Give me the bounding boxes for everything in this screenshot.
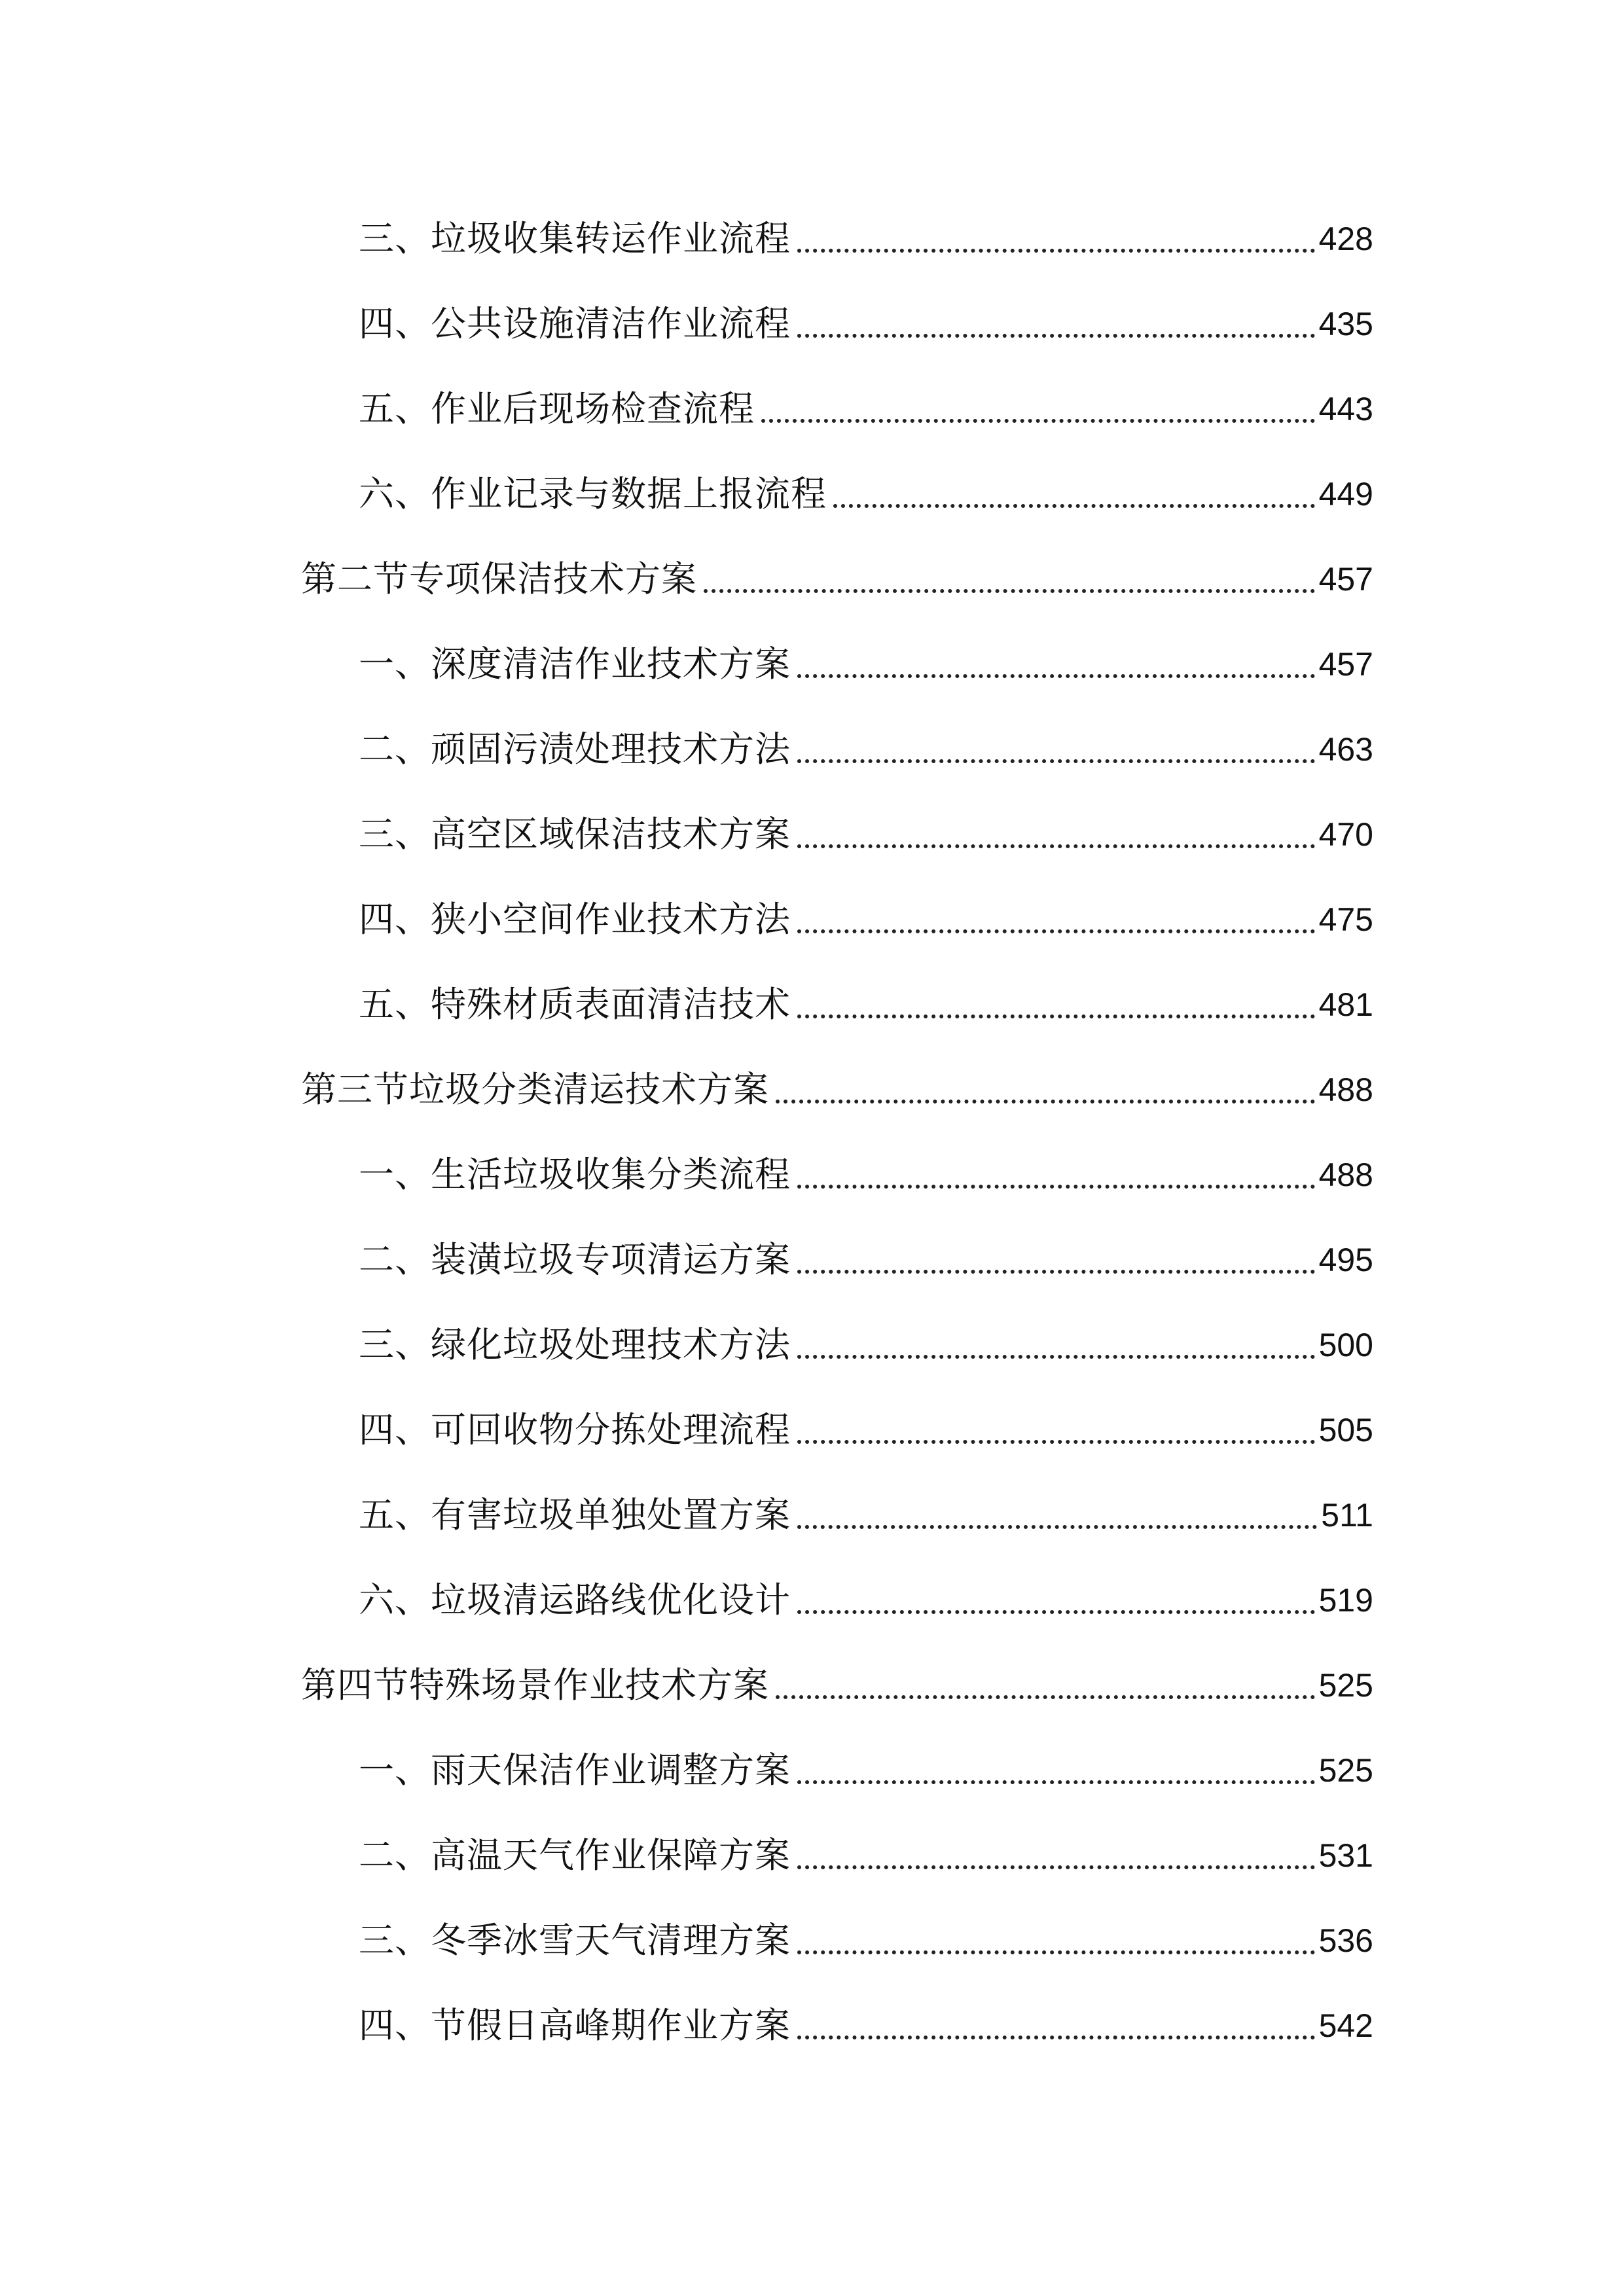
toc-dot-leader bbox=[797, 1185, 1315, 1189]
toc-entry-page: 525 bbox=[1318, 1667, 1373, 1704]
toc-dot-leader bbox=[776, 1100, 1315, 1103]
toc-entry-title: 三、冬季冰雪天气清理方案 bbox=[359, 1920, 791, 1961]
toc-entry[interactable] bbox=[0, 1316, 1624, 1374]
toc-entry-page: 463 bbox=[1318, 731, 1373, 768]
toc-entry-page: 511 bbox=[1321, 1497, 1373, 1534]
toc-entry-page: 519 bbox=[1318, 1582, 1373, 1619]
toc-entry-title: 二、高温天气作业保障方案 bbox=[359, 1835, 791, 1876]
toc-entry[interactable] bbox=[0, 1741, 1624, 1800]
toc-dot-leader bbox=[797, 844, 1315, 848]
toc-section-entry[interactable] bbox=[0, 550, 1624, 609]
toc-section-entry[interactable] bbox=[0, 1656, 1624, 1715]
toc-dot-leader bbox=[797, 1014, 1315, 1018]
toc-entry[interactable] bbox=[0, 465, 1624, 524]
toc-dot-leader bbox=[797, 334, 1315, 338]
toc-entry-page: 481 bbox=[1318, 986, 1373, 1023]
toc-dot-leader bbox=[797, 1440, 1315, 1444]
toc-entry-title: 三、垃圾收集转运作业流程 bbox=[359, 218, 791, 259]
toc-entry-title: 五、有害垃圾单独处置方案 bbox=[359, 1494, 791, 1535]
toc-entry-title: 第二节专项保洁技术方案 bbox=[301, 558, 697, 600]
toc-entry-page: 531 bbox=[1318, 1837, 1373, 1874]
toc-entry-page: 536 bbox=[1318, 1922, 1373, 1959]
toc-dot-leader bbox=[704, 589, 1315, 593]
toc-entry-page: 457 bbox=[1318, 646, 1373, 683]
toc-entry-title: 三、绿化垃圾处理技术方法 bbox=[359, 1324, 791, 1365]
toc-entry-title: 一、深度清洁作业技术方案 bbox=[359, 643, 791, 685]
toc-entry-page: 488 bbox=[1318, 1071, 1373, 1108]
toc-entry-title: 一、雨天保洁作业调整方案 bbox=[359, 1749, 791, 1791]
toc-entry[interactable] bbox=[0, 805, 1624, 864]
toc-entry[interactable] bbox=[0, 1401, 1624, 1460]
toc-dot-leader bbox=[797, 674, 1315, 678]
toc-entry-page: 457 bbox=[1318, 561, 1373, 598]
toc-entry-title: 三、高空区域保洁技术方案 bbox=[359, 814, 791, 855]
toc-entry[interactable] bbox=[0, 1911, 1624, 1970]
toc-entry[interactable] bbox=[0, 1996, 1624, 2055]
toc-dot-leader bbox=[797, 1525, 1317, 1529]
toc-entry[interactable] bbox=[0, 1571, 1624, 1630]
toc-entry[interactable] bbox=[0, 295, 1624, 353]
toc-entry-page: 495 bbox=[1318, 1242, 1373, 1278]
toc-dot-leader bbox=[797, 1610, 1315, 1614]
toc-dot-leader bbox=[797, 1780, 1315, 1784]
toc-entry-title: 一、生活垃圾收集分类流程 bbox=[359, 1154, 791, 1195]
toc-dot-leader bbox=[833, 504, 1315, 508]
toc-entry[interactable] bbox=[0, 1145, 1624, 1204]
toc-entry-page: 525 bbox=[1318, 1752, 1373, 1789]
toc-dot-leader bbox=[776, 1695, 1315, 1699]
toc-entry-title: 四、公共设施清洁作业流程 bbox=[359, 303, 791, 344]
toc-entry[interactable] bbox=[0, 975, 1624, 1034]
toc-entry-title: 二、装潢垃圾专项清运方案 bbox=[359, 1239, 791, 1280]
toc-dot-leader bbox=[761, 419, 1315, 423]
toc-entry-page: 435 bbox=[1318, 306, 1373, 342]
toc-entry[interactable] bbox=[0, 720, 1624, 779]
toc-dot-leader bbox=[797, 929, 1315, 933]
toc-entry[interactable] bbox=[0, 635, 1624, 694]
toc-section-entry[interactable] bbox=[0, 1060, 1624, 1119]
toc-entry-page: 443 bbox=[1318, 391, 1373, 427]
toc-dot-leader bbox=[797, 1355, 1315, 1359]
toc-entry[interactable] bbox=[0, 1230, 1624, 1289]
toc-entry-title: 六、垃圾清运路线优化设计 bbox=[359, 1579, 791, 1621]
toc-entry-page: 449 bbox=[1318, 476, 1373, 512]
toc-entry[interactable] bbox=[0, 1826, 1624, 1885]
toc-entry-title: 二、顽固污渍处理技术方法 bbox=[359, 728, 791, 770]
toc-entry-title: 第三节垃圾分类清运技术方案 bbox=[301, 1069, 769, 1110]
toc-entry-title: 四、狭小空间作业技术方法 bbox=[359, 899, 791, 940]
toc-dot-leader bbox=[797, 1270, 1315, 1274]
toc-entry-title: 四、可回收物分拣处理流程 bbox=[359, 1409, 791, 1450]
toc-dot-leader bbox=[797, 759, 1315, 763]
toc-entry-page: 428 bbox=[1318, 221, 1373, 257]
toc-entry[interactable] bbox=[0, 380, 1624, 439]
toc-entry-page: 505 bbox=[1318, 1412, 1373, 1448]
toc-entry-page: 488 bbox=[1318, 1157, 1373, 1193]
toc-entry[interactable] bbox=[0, 890, 1624, 949]
toc-entry-title: 六、作业记录与数据上报流程 bbox=[359, 473, 827, 514]
toc-entry-title: 五、特殊材质表面清洁技术 bbox=[359, 984, 791, 1025]
toc-entry-title: 第四节特殊场景作业技术方案 bbox=[301, 1664, 769, 1706]
toc-entry-title: 五、作业后现场检查流程 bbox=[359, 388, 755, 429]
toc-entry[interactable] bbox=[0, 209, 1624, 268]
toc-entry-title: 四、节假日高峰期作业方案 bbox=[359, 2005, 791, 2046]
toc-entry-page: 475 bbox=[1318, 901, 1373, 938]
toc-dot-leader bbox=[797, 1865, 1315, 1869]
toc-entry[interactable] bbox=[0, 1486, 1624, 1545]
toc-dot-leader bbox=[797, 2036, 1315, 2039]
toc-dot-leader bbox=[797, 1950, 1315, 1954]
toc-dot-leader bbox=[797, 249, 1315, 253]
toc-entry-page: 500 bbox=[1318, 1327, 1373, 1363]
toc-entry-page: 542 bbox=[1318, 2007, 1373, 2044]
toc-entry-page: 470 bbox=[1318, 816, 1373, 853]
